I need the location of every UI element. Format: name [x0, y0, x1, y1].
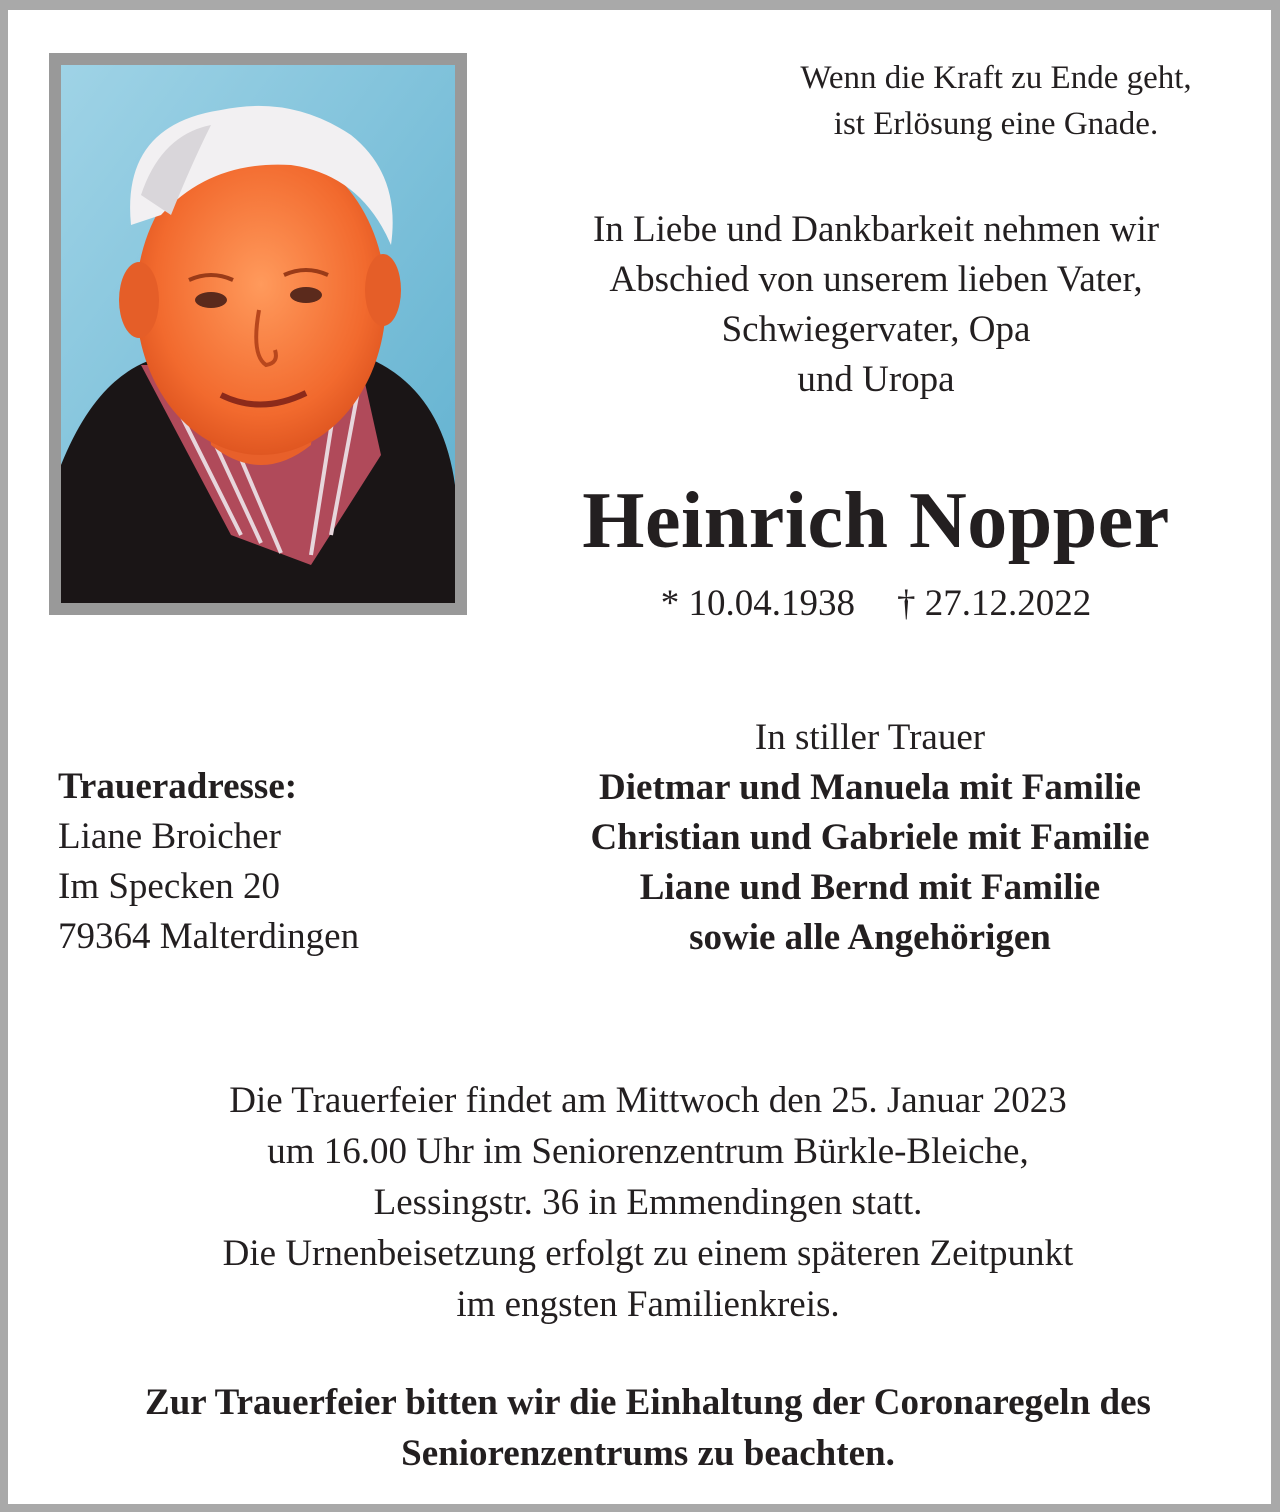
quote-line: Wenn die Kraft zu Ende geht, [800, 60, 1192, 96]
service-line: Lessingstr. 36 in Emmendingen statt. [373, 1182, 923, 1223]
mourners-heading: In stiller Trauer [754, 717, 986, 758]
portrait-image [61, 65, 455, 603]
life-dates [496, 580, 1256, 628]
notice-line: Zur Trauerfeier bitten wir die Einhaltung der Coronaregeln des [145, 1382, 1151, 1423]
photo-frame [49, 53, 467, 615]
quote [726, 55, 1266, 147]
service-line: Die Urnenbeisetzung erfolgt zu einem späteren Zeitpunkt [222, 1233, 1074, 1274]
service-line: Die Trauerfeier findet am Mittwoch den 25. Januar 2023 [229, 1080, 1067, 1121]
notice-line: Seniorenzentrums zu beachten. [401, 1433, 895, 1474]
mourner-name: Dietmar und Manuela mit Familie [599, 767, 1141, 808]
mourner-name: Christian und Gabriele mit Familie [590, 817, 1150, 858]
intro-text [496, 205, 1256, 405]
death-date: † 27.12.2022 [897, 583, 1092, 624]
intro-line: Schwiegervater, Opa [721, 309, 1031, 350]
service-line: um 16.00 Uhr im Seniorenzentrum Bürkle-Bleiche, [267, 1131, 1029, 1172]
address-label: Traueradresse: [58, 766, 298, 807]
corona-notice [28, 1377, 1268, 1479]
mourner-name: sowie alle Angehörigen [689, 917, 1051, 958]
intro-line: In Liebe und Dankbarkeit nehmen wir [592, 209, 1160, 250]
mourning-address [58, 762, 488, 962]
address-line: Im Specken 20 [58, 866, 280, 907]
mourner-name: Liane und Bernd mit Familie [639, 867, 1101, 908]
deceased-name: Heinrich Nopper [582, 477, 1170, 565]
obituary-card [8, 10, 1271, 1504]
service-info [48, 1075, 1248, 1330]
intro-line: Abschied von unserem lieben Vater, [609, 259, 1143, 300]
portrait-photo [61, 65, 455, 603]
address-line: Liane Broicher [58, 816, 281, 857]
intro-line: und Uropa [797, 359, 955, 400]
birth-date: * 10.04.1938 [660, 583, 855, 624]
service-line: im engsten Familienkreis. [456, 1284, 840, 1325]
mourners [478, 713, 1262, 963]
quote-line: ist Erlösung eine Gnade. [833, 106, 1159, 142]
address-line: 79364 Malterdingen [58, 916, 360, 957]
